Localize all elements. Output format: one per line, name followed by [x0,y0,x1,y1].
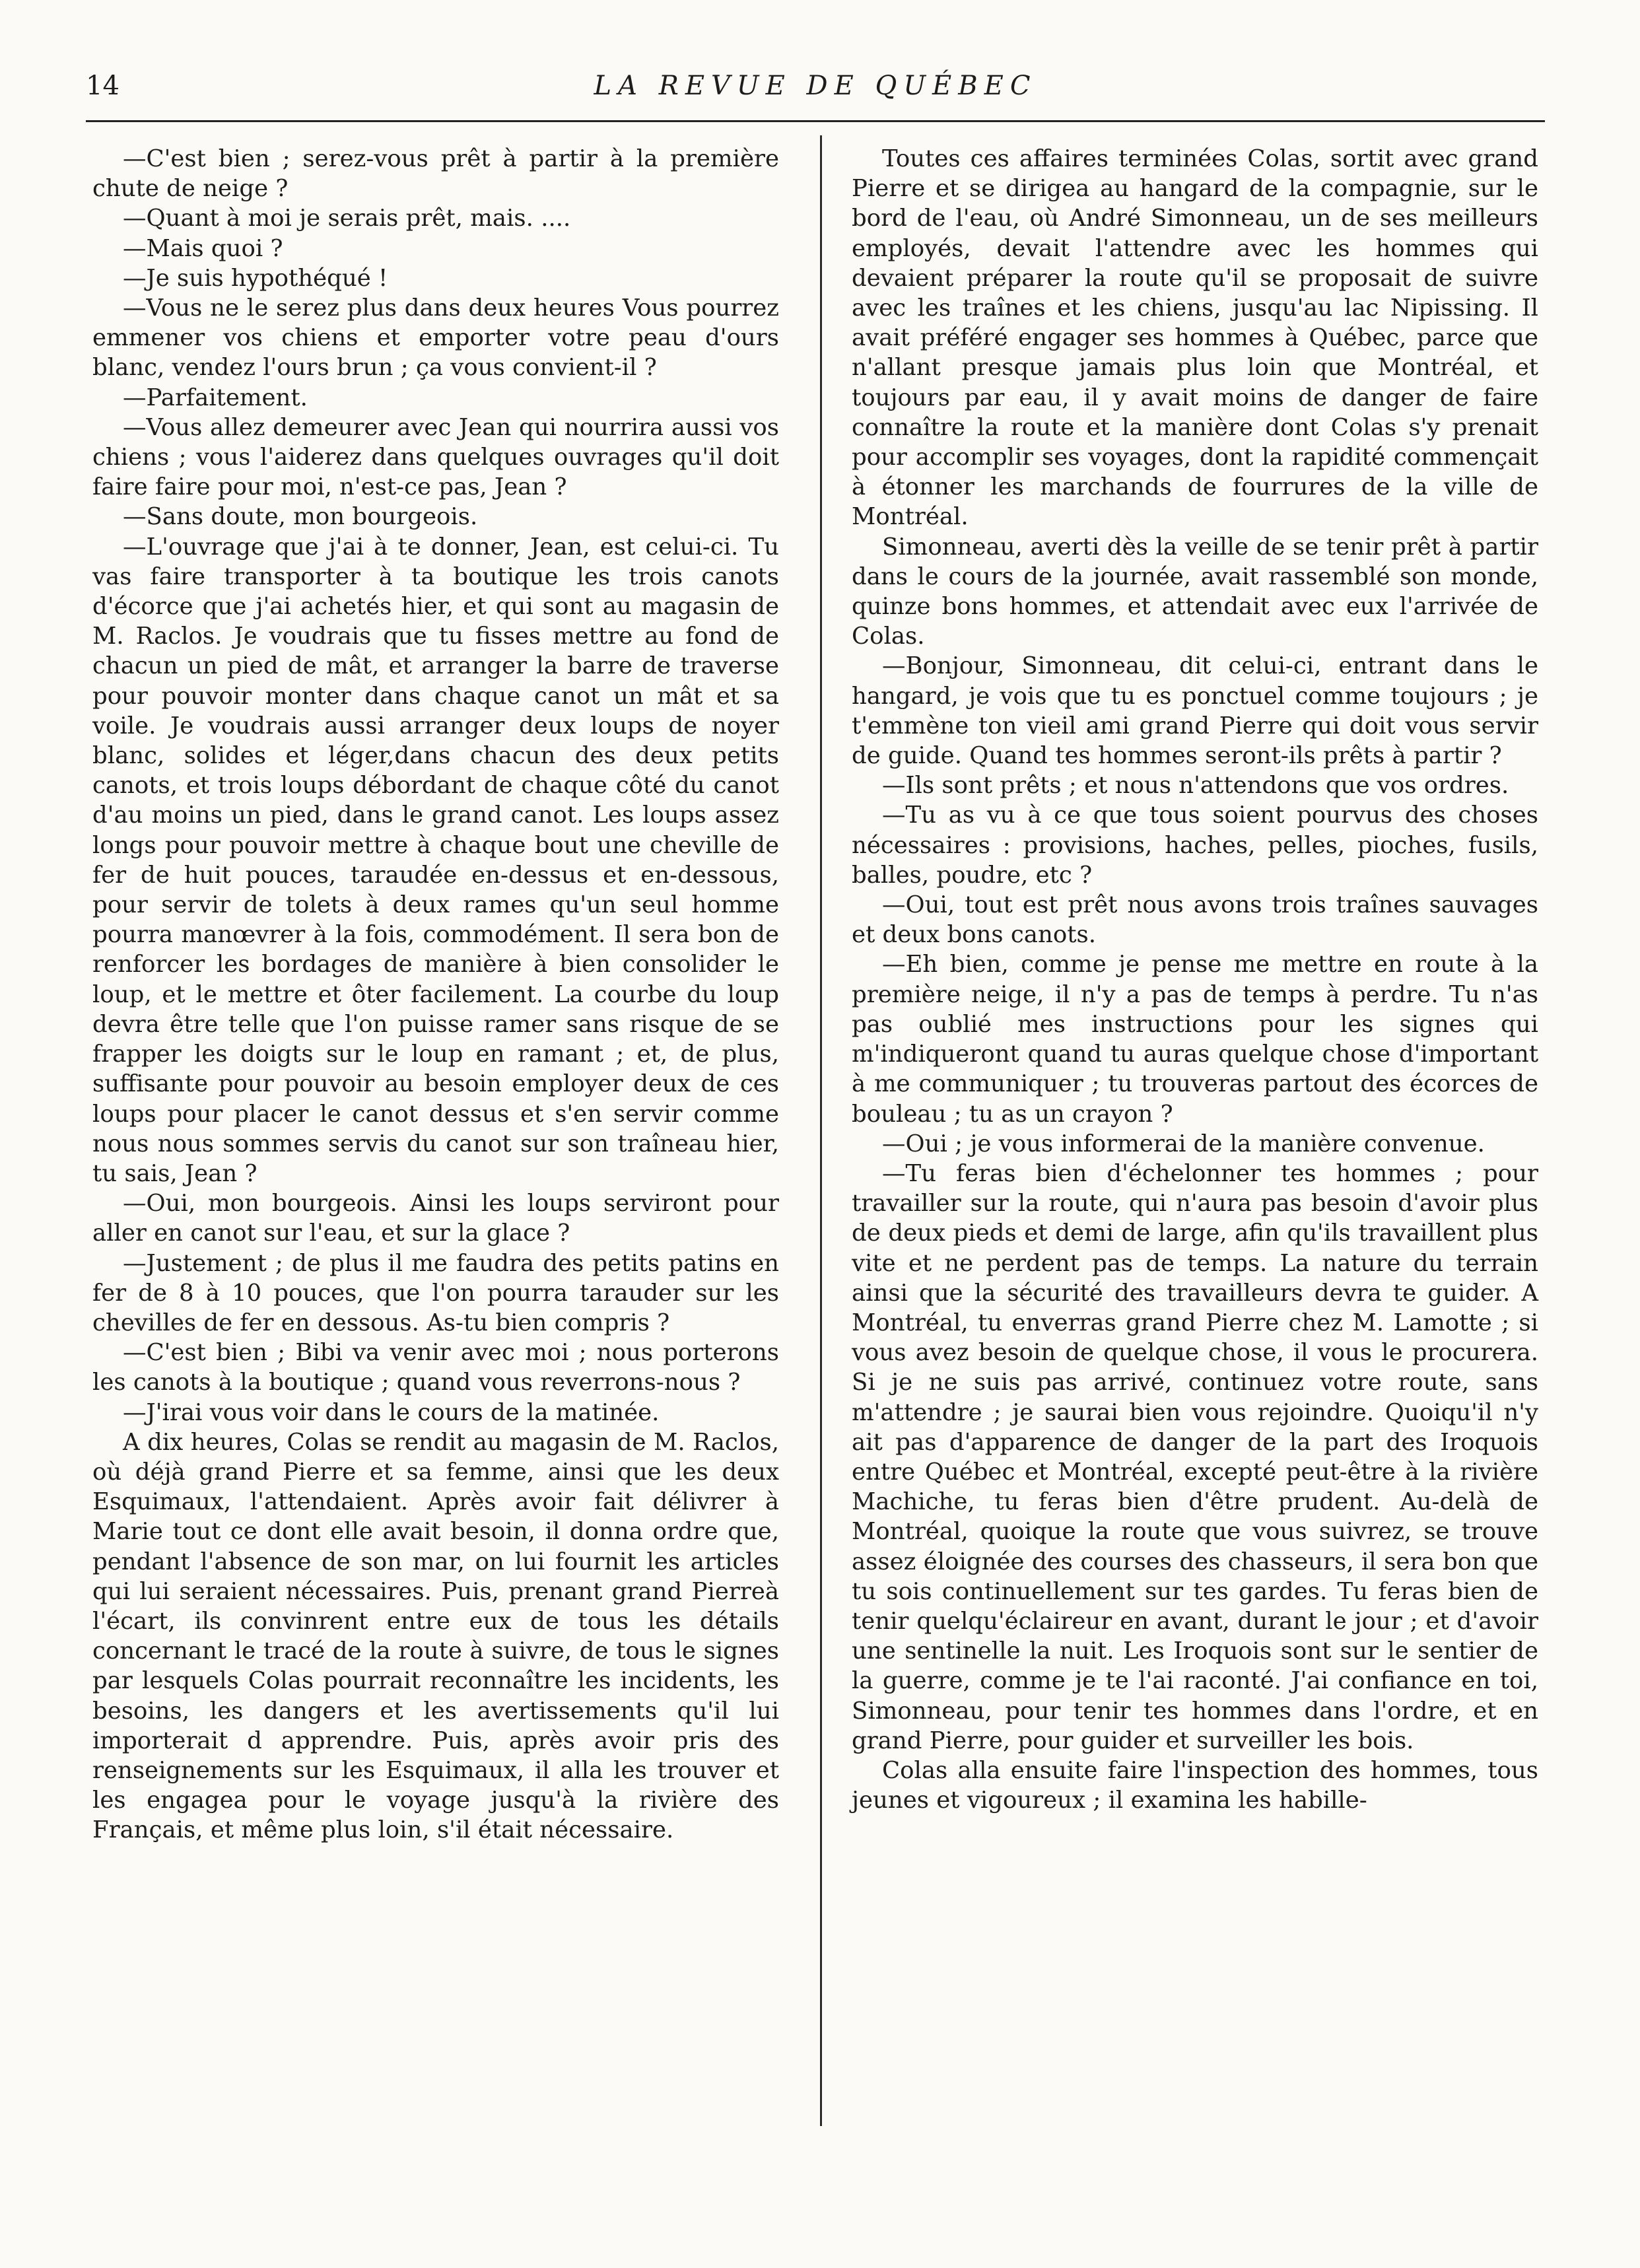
paragraph: —Tu feras bien d'échelonner tes hommes ; pour travailler sur la route, qui n'aura pas besoin d'avoir plus de deux pieds et demi de large, afin qu'ils travaillent plus vite et ne perdent pas de temps. La nature du terrain ainsi que la sécurité des travailleurs devra te guider. A Montréal, tu enverras grand Pierre chez M. Lamotte ; si vous avez besoin de quelque chose, il vous le procurera. Si je ne suis pas arrivé, continuez votre route, sans m'attendre ; je saurai bien vous rejoindre. Quoiqu'il n'y ait pas d'apparence de danger de la part des Iroquois entre Québec et Montréal, excepté peut-être à la rivière Machiche, tu feras bien d'être prudent. Au-delà de Montréal, quoique la route que vous suivrez, se trouve assez éloignée des courses des chasseurs, il sera bon que tu sois continuellement sur tes gardes. Tu feras bien de tenir quelqu'éclaireur en avant, durant le jour ; et d'avoir une sentinelle la nuit. Les Iroquois sont sur le sentier de la guerre, comme je te l'ai raconté. J'ai confiance en toi, Simonneau, pour tenir tes hommes dans l'ordre, et en grand Pierre, pour guider et surveiller les bois. [852,1159,1538,1754]
paragraph: —C'est bien ; Bibi va venir avec moi ; nous porterons les canots à la boutique ; quand vous reverrons-nous ? [92,1339,779,1396]
paragraph: Colas alla ensuite faire l'inspection des hommes, tous jeunes et vigoureux ; il examina les habille- [852,1756,1538,1814]
paragraph: —J'irai vous voir dans le cours de la matinée. [123,1398,660,1426]
paragraph: —L'ouvrage que j'ai à te donner, Jean, est celui-ci. Tu vas faire transporter à ta boutique les trois canots d'écorce que j'ai achetés hier, et qui sont au magasin de M. Raclos. Je voudrais que tu fisses mettre au fond de chacun un pied de mât, et arranger la barre de traverse pour pouvoir monter dans chaque canot un mât et sa voile. Je voudrais aussi arranger deux loups de noyer blanc, solides et léger,dans chacun des deux petits canots, et trois loups débordant de chaque côté du canot d'au moins un pied, dans le grand canot. Les loups assez longs pour pouvoir mettre à chaque bout une cheville de fer de huit pouces, taraudée en-dessus et en-dessous, pour servir de tolets à deux rames qu'un seul homme pourra manœvrer à la fois, commodément. Il sera bon de renforcer les bordages de manière à bien consolider le loup, et le mettre et ôter facilement. La courbe du loup devra être telle que l'on puisse ramer sans risque de se frapper les doigts sur le loup en ramant ; et, de plus, suffisante pour pouvoir au besoin employer deux de ces loups pour placer le canot dessus et s'en servir comme nous nous sommes servis du canot sur son traîneau hier, tu sais, Jean ? [92,533,779,1187]
header-rule [86,120,1545,122]
paragraph: —Justement ; de plus il me faudra des petits patins en fer de 8 à 10 pouces, que l'on pourra tarauder sur les chevilles de fer en dessous. As-tu bien compris ? [92,1249,779,1336]
paragraph: —Parfaitement. [123,384,308,411]
paragraph: —Oui, tout est prêt nous avons trois traînes sauvages et deux bons canots. [852,891,1538,949]
paragraph: —Bonjour, Simonneau, dit celui-ci, entrant dans le hangard, je vois que tu es ponctuel comme toujours ; je t'emmène ton vieil ami grand Pierre qui doit vous servir de guide. Quand tes hommes seront-ils prêts à partir ? [852,652,1538,770]
column-divider [820,135,822,2126]
paragraph: —Mais quoi ? [123,234,283,262]
right-column [852,144,1538,1815]
page-number: 14 [86,71,120,101]
paragraph: —Quant à moi je serais prêt, mais. .... [123,205,571,232]
left-column [92,144,779,1845]
paragraph: —Oui, mon bourgeois. Ainsi les loups serviront pour aller en canot sur l'eau, et sur la glace ? [92,1190,779,1247]
paragraph: Simonneau, averti dès la veille de se tenir prêt à partir dans le cours de la journée, avait rassemblé son monde, quinze bons hommes, et attendait avec eux l'arrivée de Colas. [852,533,1538,650]
paragraph: —Oui ; je vous informerai de la manière convenue. [882,1130,1485,1157]
paragraph: A dix heures, Colas se rendit au magasin de M. Raclos, où déjà grand Pierre et sa femme, ainsi que les deux Esquimaux, l'attendaient. Après avoir fait délivrer à Marie tout ce dont elle avait besoin, il donna ordre que, pendant l'absence de son mar, on lui fournit les articles qui lui seraient nécessaires. Puis, prenant grand Pierreà l'écart, ils convinrent entre eux de tous les détails concernant le tracé de la route à suivre, de tous le signes par lesquels Colas pourrait reconnaître les incidents, les besoins, les dangers et les avertissements qu'il lui importerait d apprendre. Puis, après avoir pris des renseignements sur les Esquimaux, il alla les trouver et les engagea pour le voyage jusqu'à la rivière des Français, et même plus loin, s'il était nécessaire. [92,1428,779,1844]
paragraph: —Tu as vu à ce que tous soient pourvus des choses nécessaires : provisions, haches, pelles, pioches, fusils, balles, poudre, etc ? [852,802,1538,889]
paragraph: Toutes ces affaires terminées Colas, sortit avec grand Pierre et se dirigea au hangard de la compagnie, sur le bord de l'eau, où André Simonneau, un de ses meilleurs employés, devait l'attendre avec les hommes qui devaient préparer la route qu'il se proposait de suivre avec les traînes et les chiens, jusqu'au lac Nipissing. Il avait préféré engager ses hommes à Québec, parce que n'allant presque jamais plus loin que Montréal, et toujours par eau, il y avait moins de danger de faire connaître la route et la manière dont Colas s'y prenait pour accomplir ses voyages, dont la rapidité commençait à étonner les marchands de fourrures de la ville de Montréal. [852,145,1538,531]
paragraph: —Vous allez demeurer avec Jean qui nourrira aussi vos chiens ; vous l'aiderez dans quelques ouvrages qu'il doit faire faire pour moi, n'est-ce pas, Jean ? [92,413,779,501]
page-header [86,66,1545,112]
paragraph: —Je suis hypothéqué ! [123,264,388,292]
paragraph: —Ils sont prêts ; et nous n'attendons que vos ordres. [882,772,1509,800]
running-title: LA REVUE DE QUÉBEC [594,71,1037,101]
paragraph: —C'est bien ; serez-vous prêt à partir à la première chute de neige ? [92,145,779,203]
paragraph: —Vous ne le serez plus dans deux heures Vous pourrez emmener vos chiens et emporter votre peau d'ours blanc, vendez l'ours brun ; ça vous convient-il ? [92,294,779,382]
paragraph: —Eh bien, comme je pense me mettre en route à la première neige, il n'y a pas de temps à perdre. Tu n'as pas oublié mes instructions pour les signes qui m'indiqueront quand tu auras quelque chose d'important à me communiquer ; tu trouveras partout des écorces de bouleau ; tu as un crayon ? [852,951,1538,1128]
paragraph: —Sans doute, mon bourgeois. [123,503,478,531]
